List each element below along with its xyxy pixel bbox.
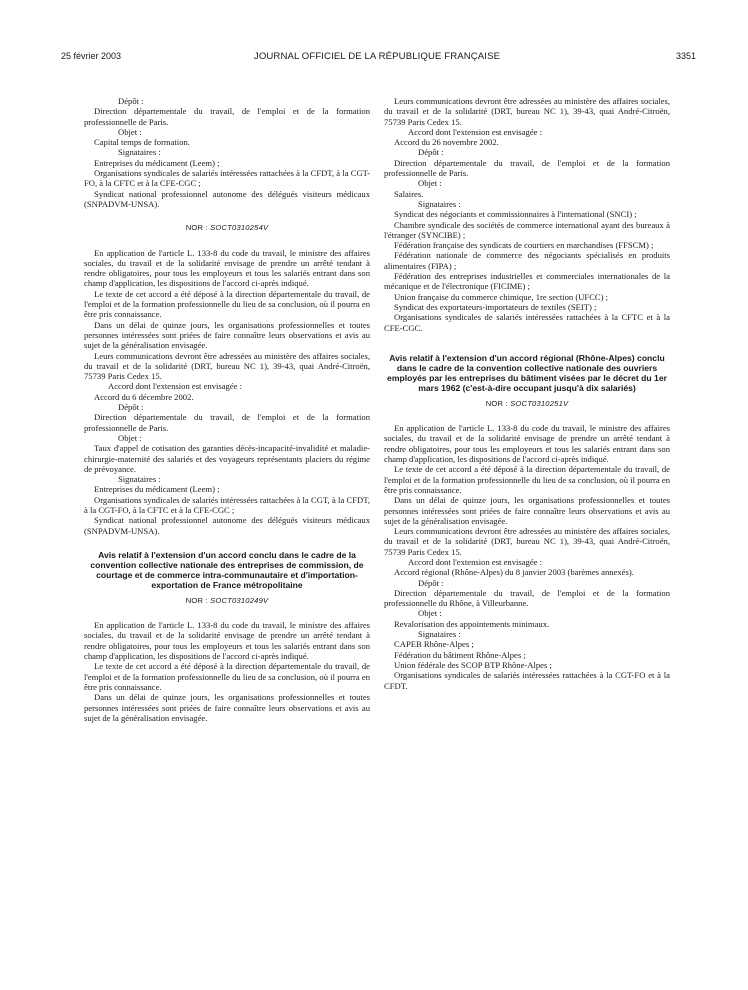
header-date: 25 février 2003	[61, 51, 122, 61]
page-header	[61, 51, 696, 63]
signataire-item: Organisations syndicales de salariés intéressées rattachées à la CFTC et à la CFE-CGC.	[384, 312, 670, 333]
nor-prefix: NOR :	[485, 398, 508, 408]
depot-text: Direction départementale du travail, de l'emploi et de la formation professionnelle de Paris.	[84, 106, 370, 127]
nor-reference	[384, 399, 670, 409]
accord-text: Accord du 6 décembre 2002.	[94, 391, 194, 402]
page-number: 3351	[675, 51, 696, 61]
signataire-1: Entreprises du médicament (Leem) ;	[94, 484, 220, 495]
depot-text: Direction départementale du travail, de l'emploi et de la formation professionnelle du Rhône, à Villeurbanne.	[384, 587, 670, 609]
paragraph: Leurs communications devront être adressées au ministère des affaires sociales, du travail et de la solidarité (DRT, bureau NC 1), 39-43, quai André-Citroën, 75739 Paris Cedex 15.	[384, 96, 670, 127]
nor-code: SOCT0310251V	[510, 398, 569, 408]
signataires-label: Signataires :	[418, 198, 461, 209]
journal-title: JOURNAL OFFICIEL DE LA RÉPUBLIQUE FRANÇAISE	[253, 51, 501, 62]
right-column	[384, 96, 670, 691]
depot-label: Dépôt :	[418, 147, 444, 158]
nor-reference	[84, 223, 370, 233]
signataire-item: Syndicat des exportateurs-importateurs de textiles (SEIT) ;	[394, 301, 597, 312]
paragraph: Le texte de cet accord a été déposé à la direction départementale du travail, de l'emploi et de la formation professionnelle du lieu de sa conclusion, où il pourra en être pris connaissance.	[384, 464, 670, 495]
accord-label: Accord dont l'extension est envisagée :	[108, 381, 242, 392]
paragraph: En application de l'article L. 133-8 du code du travail, le ministre des affaires sociales, du travail et de la solidarité envisage de prendre un arrêté tendant à rendre obligatoires, pour tous les employeurs et tous les salariés entrant dans son champ d'application, les dispositions de l'accord ci-après indiqué.	[84, 620, 370, 662]
nor-prefix: NOR :	[185, 595, 208, 605]
paragraph: Dans un délai de quinze jours, les organisations professionnelles et toutes personnes intéressées sont priées de faire connaître leurs observations et avis au sujet de la généralisation envisagée.	[84, 692, 370, 723]
nor-reference	[84, 596, 370, 606]
signataires-label: Signataires :	[118, 474, 161, 485]
accord-text: Accord du 26 novembre 2002.	[394, 137, 499, 148]
objet-label: Objet :	[418, 608, 442, 619]
depot-text: Direction départementale du travail, de l'emploi et de la formation professionnelle de Paris.	[384, 157, 670, 179]
depot-label: Dépôt :	[118, 402, 144, 413]
signataire-2: Organisations syndicales de salariés intéressées rattachées à la CFDT, à la CGT-FO, à la CFTC et à la CFE-CGC ;	[84, 168, 370, 189]
objet-text: Capital temps de formation.	[94, 137, 190, 148]
signataire-item: CAPEB Rhône-Alpes ;	[394, 639, 474, 650]
objet-label: Objet :	[118, 432, 142, 443]
signataire-2: Organisations syndicales de salariés intéressées rattachées à la CGT, à la CFDT, à la CGT-FO, à la CFTC et à la CFE-CGC ;	[84, 494, 370, 515]
signataire-item: Syndicat des négociants et commissionnaires à l'international (SNCI) ;	[394, 209, 637, 220]
paragraph: Dans un délai de quinze jours, les organisations professionnelles et toutes personnes intéressées sont priées de faire connaître leurs observations et avis au sujet de la généralisation envisagée.	[384, 495, 670, 526]
paragraph: Dans un délai de quinze jours, les organisations professionnelles et toutes personnes intéressées sont priées de faire connaître leurs observations et avis au sujet de la généralisation envisagée.	[84, 319, 370, 351]
signataire-item: Fédération nationale de commerce des négociants spécialisés en produits alimentaires (FIPA) ;	[384, 250, 670, 271]
paragraph: Le texte de cet accord a été déposé à la direction départementale du travail, de l'emploi et de la formation professionnelle du lieu de sa conclusion, où il pourra en être pris connaissance.	[84, 661, 370, 692]
signataire-3: Syndicat national professionnel autonome des délégués visiteurs médicaux (SNPADVM-UNSA).	[84, 515, 370, 536]
paragraph: Leurs communications devront être adressées au ministère des affaires sociales, du travail et de la solidarité (DRT, bureau NC 1), 39-43, quai André-Citroën, 75739 Paris Cedex 15.	[84, 350, 370, 382]
nor-code: SOCT0310249V	[210, 595, 269, 605]
paragraph: En application de l'article L. 133-8 du code du travail, le ministre des affaires sociales, du travail et de la solidarité envisage de prendre un arrêté tendant à rendre obligatoires, pour tous les employeurs et tous les salariés entrant dans son champ d'application, les dispositions de l'accord ci-après indiqué.	[384, 423, 670, 465]
signataire-item: Organisations syndicales de salariés intéressées rattachées à la CGT-FO et à la CFDT.	[384, 670, 670, 691]
signataire-3: Syndicat national professionnel autonome des délégués visiteurs médicaux (SNPADVM-UNSA).	[84, 188, 370, 209]
notice-heading: Avis relatif à l'extension d'un accord conclu dans le cadre de la convention collective nationale des entreprises de commission, de courtage et de commerce intra-communautaire et d'importation-exportation de France métropolitaine	[90, 549, 364, 590]
signataire-item: Fédération du bâtiment Rhône-Alpes ;	[394, 649, 526, 660]
depot-label: Dépôt :	[118, 96, 144, 106]
signataire-item: Union fédérale des SCOP BTP Rhône-Alpes ;	[394, 659, 552, 670]
signataire-item: Chambre syndicale des sociétés de commerce international ayant des bureaux à l'étranger (SYNCIBE) ;	[384, 219, 670, 240]
nor-prefix: NOR :	[185, 223, 208, 233]
signataires-label: Signataires :	[118, 147, 161, 158]
signataire-item: Fédération des entreprises industrielles et commerciales internationales de la mécanique et de l'électronique (FICIME) ;	[384, 271, 670, 292]
signataires-label: Signataires :	[418, 629, 461, 640]
objet-text: Taux d'appel de cotisation des garanties décès-incapacité-invalidité et maladie-chirurgie-maternité des salariés et des voyageurs représentants placiers du régime de prévoyance.	[84, 443, 370, 474]
paragraph: Leurs communications devront être adressées au ministère des affaires sociales, du travail et de la solidarité (DRT, bureau NC 1), 39-43, quai André-Citroën, 75739 Paris Cedex 15.	[384, 526, 670, 557]
depot-label: Dépôt :	[418, 577, 444, 588]
accord-label: Accord dont l'extension est envisagée :	[408, 556, 542, 567]
signataire-item: Fédération française des syndicats de courtiers en marchandises (FFSCM) ;	[394, 240, 654, 251]
paragraph: Le texte de cet accord a été déposé à la direction départementale du travail, de l'emploi et de la formation professionnelle du lieu de sa conclusion, où il pourra en être pris connaissance.	[84, 288, 370, 320]
nor-code: SOCT0310254V	[210, 223, 269, 233]
depot-text: Direction départementale du travail, de l'emploi et de la formation professionnelle de Paris.	[84, 412, 370, 433]
signataire-1: Entreprises du médicament (Leem) ;	[94, 157, 220, 168]
objet-label: Objet :	[118, 126, 142, 137]
notice-heading: Avis relatif à l'extension d'un accord régional (Rhône-Alpes) conclu dans le cadre de la convention collective nationale des ouvriers employés par les entreprises du bâtiment visées par le décret du 1er mars 1962 (c'est-à-dire occupant jusqu'à dix salariés)	[387, 352, 667, 393]
accord-label: Accord dont l'extension est envisagée :	[408, 126, 542, 137]
objet-text: Revalorisation des appointements minimaux.	[394, 618, 550, 629]
signataire-item: Union française du commerce chimique, 1re section (UFCC) ;	[394, 291, 609, 302]
objet-text: Salaires.	[394, 188, 424, 199]
objet-label: Objet :	[418, 178, 442, 189]
accord-text: Accord régional (Rhône-Alpes) du 8 janvier 2003 (barèmes annexés).	[394, 567, 634, 578]
left-column	[84, 96, 370, 723]
paragraph: En application de l'article L. 133-8 du code du travail, le ministre des affaires sociales, du travail et de la solidarité envisage de prendre un arrêté tendant à rendre obligatoires, pour tous les employeurs et tous les salariés entrant dans son champ d'application, les dispositions de l'accord ci-après indiqué.	[84, 247, 370, 289]
